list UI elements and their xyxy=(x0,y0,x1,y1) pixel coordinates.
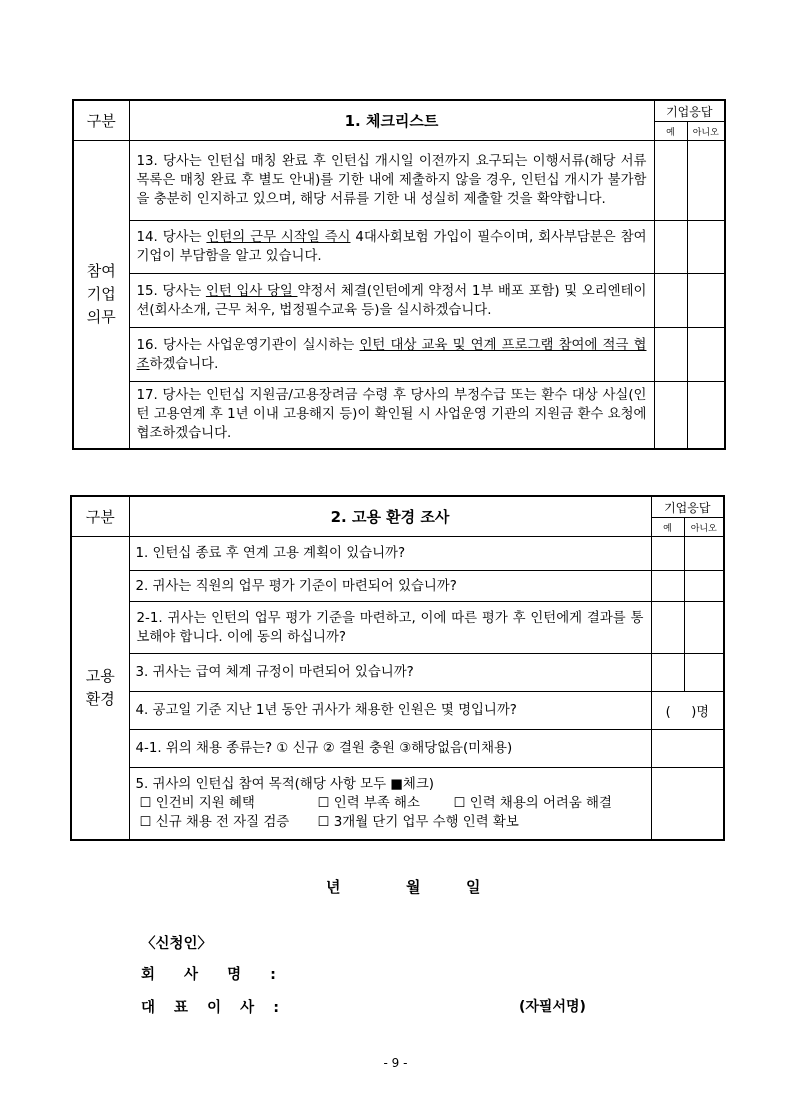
hire-count-field[interactable]: ( )명 xyxy=(651,692,724,730)
yes-answer-cell[interactable] xyxy=(654,328,687,382)
signature-note: (자필서명) xyxy=(519,999,586,1015)
yes-header: 예 xyxy=(654,122,687,141)
survey-item-2: 2. 귀사는 직원의 업무 평가 기준이 마련되어 있습니까? xyxy=(129,571,651,602)
no-answer-cell[interactable] xyxy=(687,382,725,449)
no-answer-cell[interactable] xyxy=(687,141,725,221)
table-title: 2. 고용 환경 조사 xyxy=(129,496,651,537)
survey-item-2-1: 2-1. 귀사는 인턴의 업무 평가 기준을 마련하고, 이에 따른 평가 후 인턴에게 결과를 통보해야 합니다. 이에 동의 하십니까? xyxy=(129,602,651,654)
yes-answer-cell[interactable] xyxy=(654,221,687,274)
company-name-label: 회 사 명 : xyxy=(141,967,288,983)
item-text: 5. 귀사의 인턴십 참여 목적(해당 사항 모두 ■체크) xyxy=(135,776,435,792)
response-header: 기업응답 xyxy=(654,100,725,122)
survey-item-3: 3. 귀사는 급여 체계 규정이 마련되어 있습니까? xyxy=(129,654,651,692)
purpose-option-checkbox[interactable]: ☐ 인력 채용의 어려움 해결 xyxy=(453,795,612,811)
no-answer-cell[interactable] xyxy=(687,274,725,328)
survey-item-4: 4. 공고일 기준 지난 1년 동안 귀사가 채용한 인원은 몇 명입니까? xyxy=(129,692,651,730)
category-cell: 참여 기업 의무 xyxy=(73,141,129,449)
yes-answer-cell[interactable] xyxy=(651,537,684,571)
no-answer-cell[interactable] xyxy=(684,602,724,654)
purpose-option-checkbox[interactable]: ☐ 3개월 단기 업무 수행 인력 확보 xyxy=(317,814,519,830)
item-underlined-text: 인턴 입사 당일 xyxy=(205,283,298,299)
item-text: 16. 당사는 사업운영기관이 실시하는 xyxy=(136,337,360,353)
survey-item-4-1: 4-1. 위의 채용 종류는? ① 신규 ② 결원 충원 ③해당없음(미채용) xyxy=(129,730,651,768)
item-text: 4대사회보험 가입이 필수이며, 회사부담분은 참여기업이 부담함을 알고 있습니다. xyxy=(136,230,647,264)
purpose-option-checkbox[interactable]: ☐ 인건비 지원 혜택 xyxy=(139,795,255,811)
yes-header: 예 xyxy=(651,518,684,537)
yes-answer-cell[interactable] xyxy=(654,274,687,328)
purpose-options-row xyxy=(136,813,645,832)
item-underlined-text: 인턴 대상 교육 및 연계 프로그램 참여에 적극 협조 xyxy=(136,337,647,372)
checklist-item-16 xyxy=(129,328,654,382)
no-header: 아니오 xyxy=(687,122,725,141)
no-header: 아니오 xyxy=(684,518,724,537)
purpose-option-checkbox[interactable]: ☐ 인력 부족 해소 xyxy=(317,795,420,811)
purpose-options-row xyxy=(136,794,645,813)
checklist-table xyxy=(72,99,726,450)
employment-survey-table xyxy=(70,495,725,841)
date-line xyxy=(326,876,481,897)
day-label: 일 xyxy=(466,878,481,896)
no-answer-cell[interactable] xyxy=(687,221,725,274)
category-cell: 고용 환경 xyxy=(71,537,129,840)
item-text: 약정서 체결(인턴에게 약정서 1부 배포 포함) 및 오리엔테이션(회사소개, 근무 처우, 법정필수교육 등)을 실시하겠습니다. xyxy=(136,283,647,318)
response-header: 기업응답 xyxy=(651,496,724,518)
yes-answer-cell[interactable] xyxy=(651,654,684,692)
no-answer-cell[interactable] xyxy=(684,537,724,571)
checklist-item-15 xyxy=(129,274,654,328)
yes-answer-cell[interactable] xyxy=(651,571,684,602)
month-label: 월 xyxy=(406,878,421,896)
no-answer-cell[interactable] xyxy=(684,654,724,692)
item-text: 15. 당사는 xyxy=(136,283,206,299)
item-underlined-text: 인턴의 근무 시작일 즉시 xyxy=(206,230,351,245)
survey-item-1: 1. 인턴십 종료 후 연계 고용 계획이 있습니까? xyxy=(129,537,651,571)
hire-type-answer-cell[interactable] xyxy=(651,730,724,768)
survey-item-5 xyxy=(129,768,651,840)
checklist-item-17: 17. 당사는 인턴십 지원금/고용장려금 수령 후 당사의 부정수급 또는 환수 대상 사실(인턴 고용연계 후 1년 이내 고용해지 등)이 확인될 시 사업운영 기관의 지원금 환수 요청에 협조하겠습니다. xyxy=(129,382,654,449)
year-label: 년 xyxy=(326,878,341,896)
checklist-item-14 xyxy=(129,221,654,274)
yes-answer-cell[interactable] xyxy=(654,141,687,221)
checklist-item-13: 13. 당사는 인턴십 매칭 완료 후 인턴십 개시일 이전까지 요구되는 이행서류(해당 서류 목록은 매칭 완료 후 별도 안내)를 기한 내에 제출하지 않을 경우, 인턴십 개시가 불가함을 충분히 인지하고 있으며, 해당 서류를 기한 내 성실히 제출할 것을 확약합니다. xyxy=(129,141,654,221)
item-text: 14. 당사는 xyxy=(136,230,207,245)
applicant-title: 〈신청인〉 xyxy=(141,936,213,952)
yes-answer-cell[interactable] xyxy=(651,602,684,654)
category-header: 구분 xyxy=(71,496,129,537)
item-text: 하겠습니다. xyxy=(149,356,219,372)
no-answer-cell[interactable] xyxy=(687,328,725,382)
category-header: 구분 xyxy=(73,100,129,141)
no-answer-cell[interactable] xyxy=(684,571,724,602)
purpose-option-checkbox[interactable]: ☐ 신규 채용 전 자질 검증 xyxy=(139,814,290,830)
yes-answer-cell[interactable] xyxy=(654,382,687,449)
page-number: - 9 - xyxy=(383,1056,408,1070)
table-title: 1. 체크리스트 xyxy=(129,100,654,141)
ceo-label: 대 표 이 사 : xyxy=(141,1000,287,1016)
purpose-answer-cell[interactable] xyxy=(651,768,724,840)
